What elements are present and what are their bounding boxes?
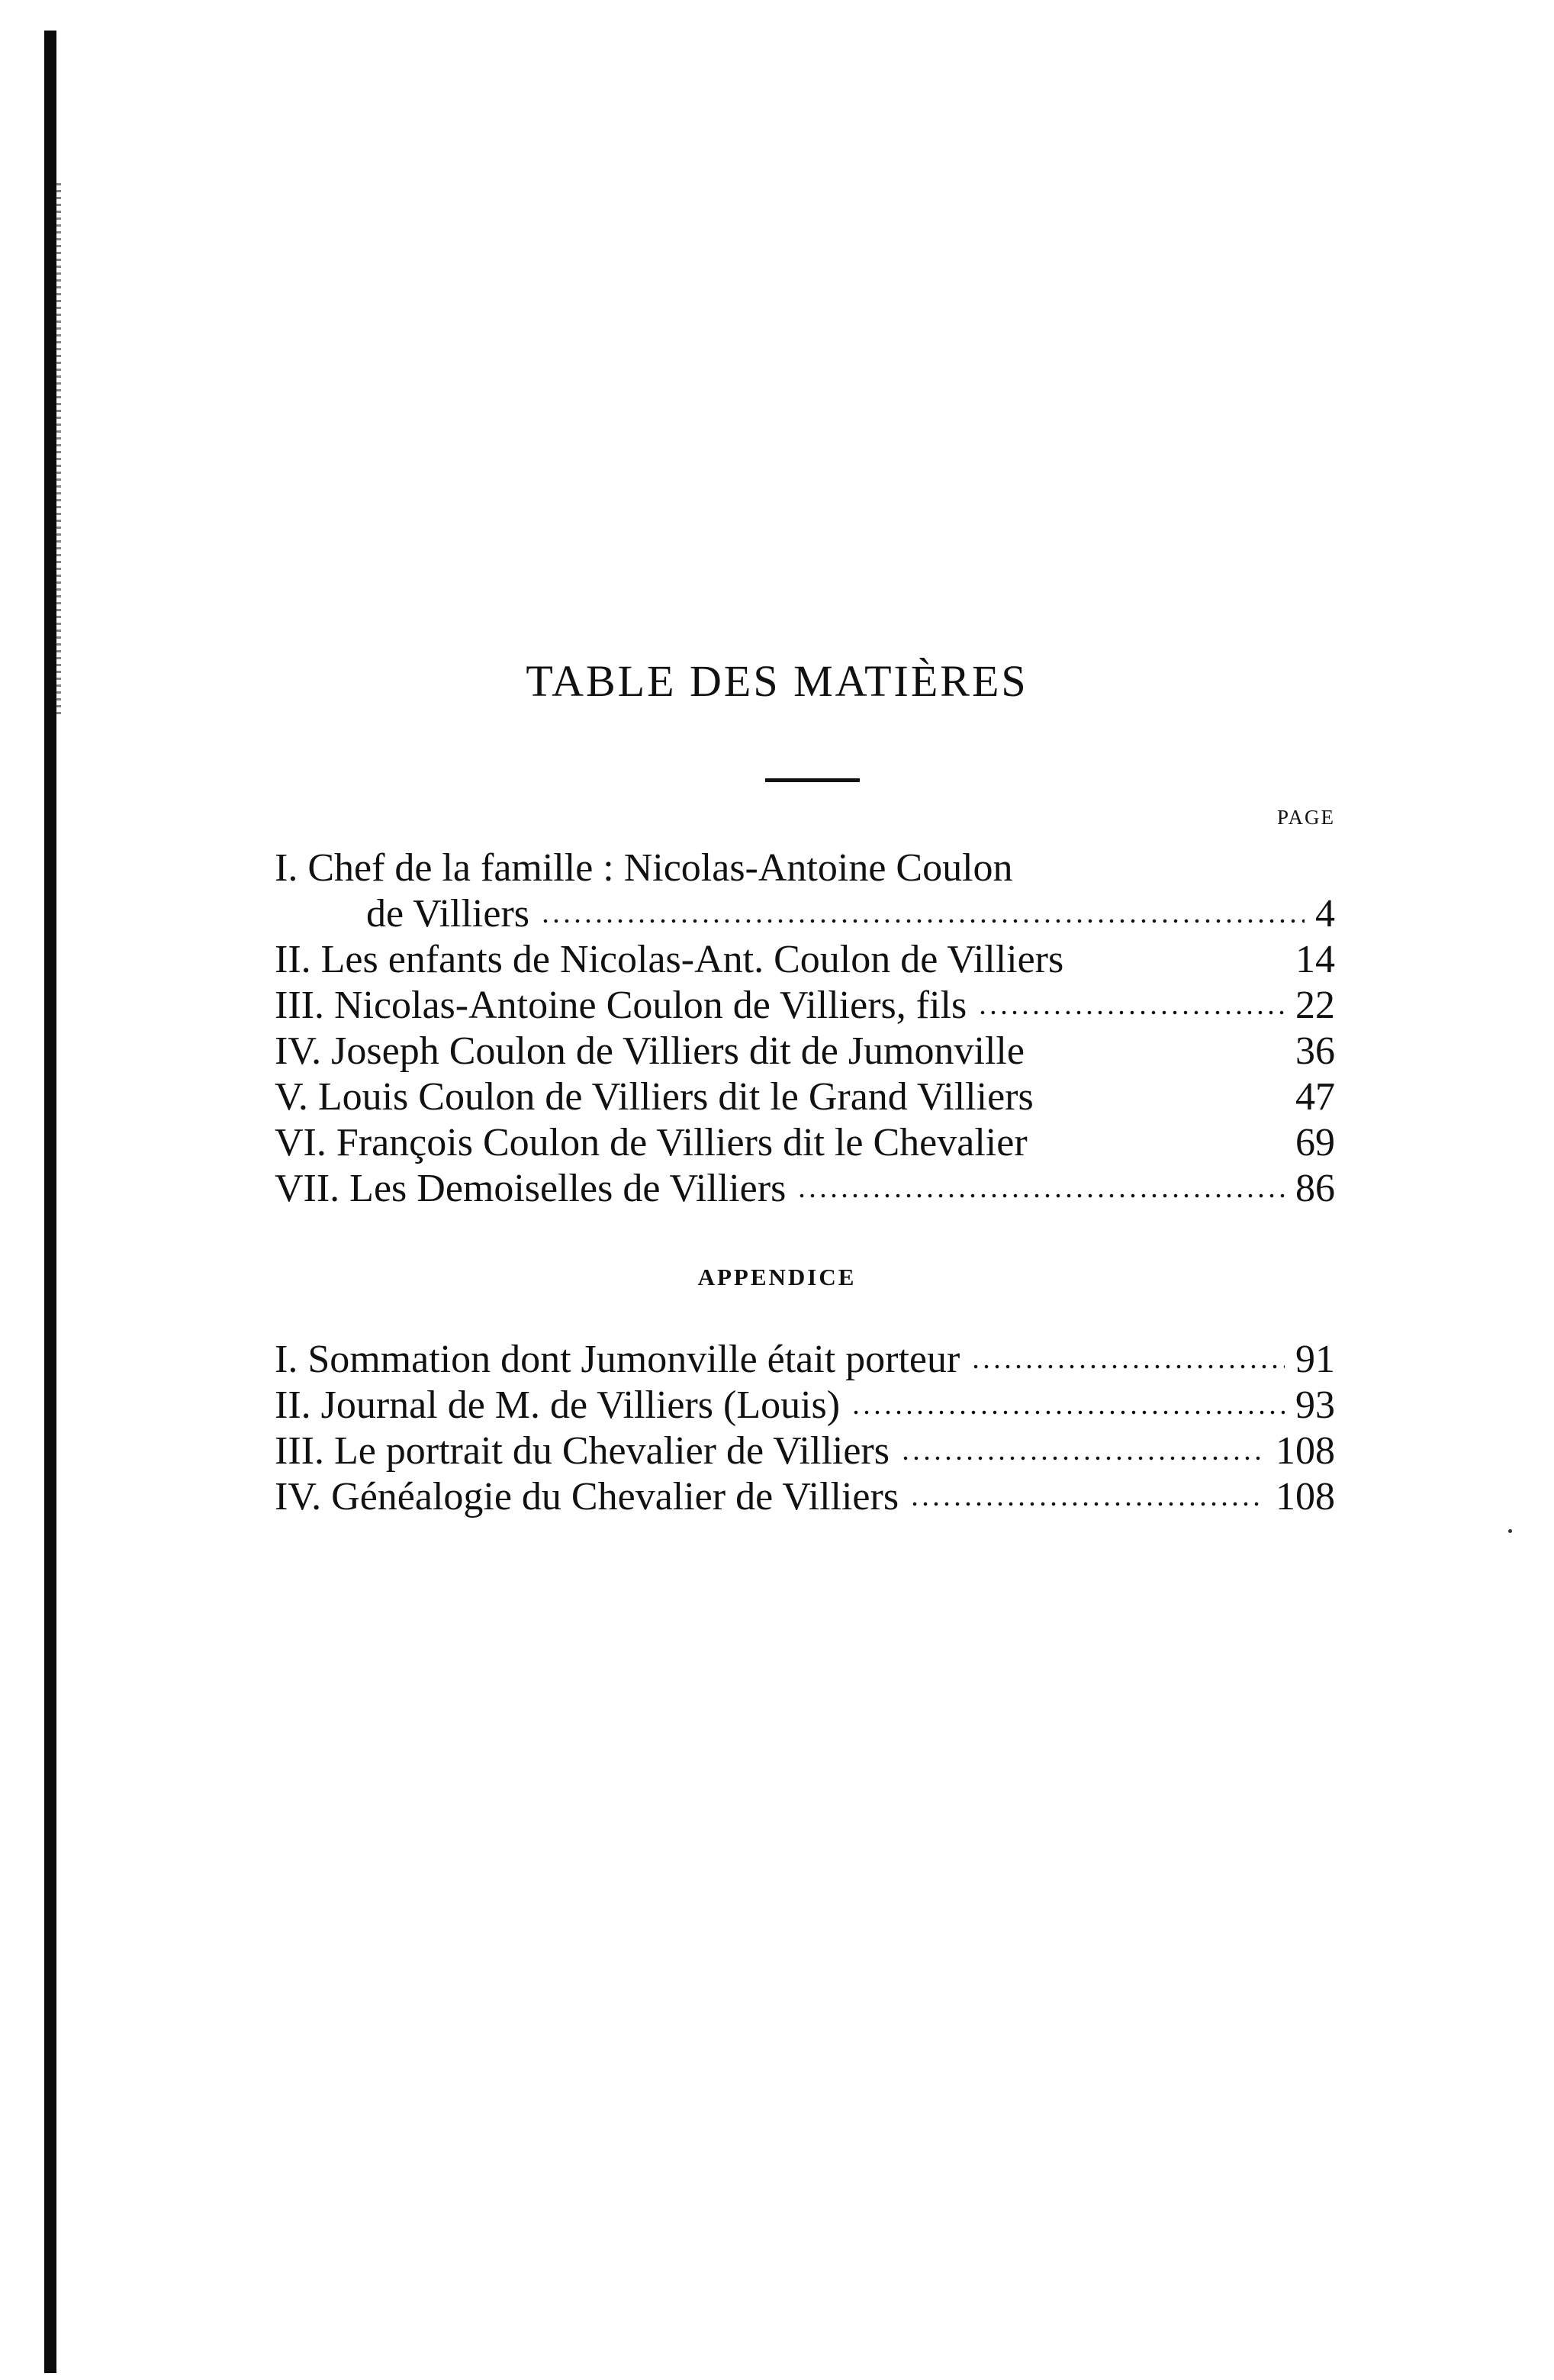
dot-leader [909,1502,1265,1506]
toc-entry [275,1428,1335,1474]
toc-entry [275,1474,1335,1520]
dot-leader [540,919,1305,923]
page-title: TABLE DES MATIÈRES [526,656,1028,706]
toc-entry-page: 93 [1295,1383,1335,1427]
toc-entry-title: VII. Les Demoiselles de Villiers [275,1167,787,1210]
page-column-label: PAGE [1276,806,1335,829]
dot-leader [970,1364,1285,1369]
toc-entry [275,1074,1335,1120]
toc-entry-title: de Villiers [366,892,529,936]
toc-entry [275,1337,1335,1383]
dot-leader [900,1456,1265,1461]
toc-entry-title: IV. Joseph Coulon de Villiers dit de Jumonville [275,1029,1025,1073]
toc-entry-page: 108 [1276,1475,1335,1518]
toc-entry [275,1383,1335,1428]
toc-entry-page: 36 [1295,1029,1335,1073]
toc-entry-title: I. Sommation dont Jumonville était porteur [275,1338,960,1381]
toc-entry-page: 47 [1295,1075,1335,1119]
toc-entry-page: 4 [1315,892,1335,936]
dot-leader [851,1410,1285,1415]
dot-leader [977,1010,1285,1015]
toc-entry [275,1029,1335,1074]
toc-entry [275,845,1335,891]
toc-entry-page: 69 [1295,1121,1335,1164]
toc-entry [275,983,1335,1029]
toc-entry-page: 108 [1276,1429,1335,1473]
toc-entry-page: 86 [1295,1167,1335,1210]
toc-entry-title: II. Les enfants de Nicolas-Ant. Coulon de Villiers [275,938,1064,981]
toc-entry-page: 91 [1295,1338,1335,1381]
toc-entry [275,891,1335,937]
toc-entry [275,1166,1335,1212]
toc-entry-page: 14 [1295,938,1335,981]
title-rule [765,778,860,782]
toc-entry-title: V. Louis Coulon de Villiers dit le Grand Villiers [275,1075,1034,1119]
toc-entry [275,937,1335,983]
appendix-list [275,1337,1335,1520]
toc-entry-title: III. Nicolas-Antoine Coulon de Villiers, fils [275,984,967,1027]
toc-entry-page: 22 [1295,984,1335,1027]
toc-entry-title: III. Le portrait du Chevalier de Villiers [275,1429,890,1473]
toc-entry-title: I. Chef de la famille : Nicolas-Antoine Coulon [275,846,1013,890]
print-speck [1508,1529,1512,1533]
toc-entry-title: IV. Généalogie du Chevalier de Villiers [275,1475,899,1518]
toc-entry [275,1120,1335,1166]
toc-entry-title: II. Journal de M. de Villiers (Louis) [275,1383,841,1427]
toc-entry-title: VI. François Coulon de Villiers dit le Chevalier [275,1121,1028,1164]
chapters-list [275,845,1335,1212]
binding-shadow [56,183,61,717]
appendix-heading: APPENDICE [697,1264,857,1290]
dot-leader [796,1193,1285,1198]
page-binding-edge [44,31,56,2373]
